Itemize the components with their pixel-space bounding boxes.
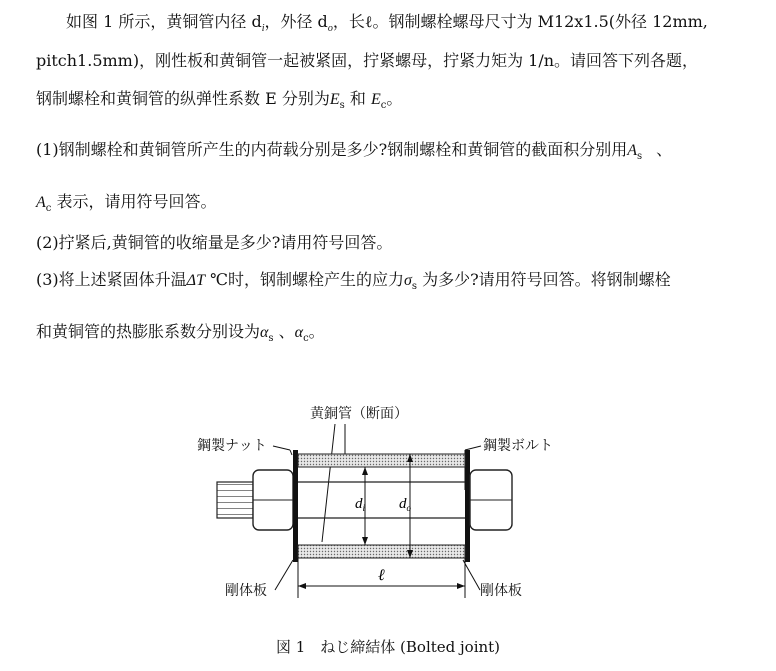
rigid-plate-right xyxy=(465,450,470,562)
leader-tube-1 xyxy=(322,424,335,542)
label-steel-bolt: 鋼製ボルト xyxy=(483,438,553,454)
brass-tube-bottom-wall xyxy=(298,545,465,558)
problem-line-1: 如图 1 所示，黄铜管内径 $d_i$，外径 $d_o$，长ℓ。钢制螺栓螺母尺寸为 M12x1.5(外径 12mm, xyxy=(66,12,708,35)
label-steel-nut: 鋼製ナット xyxy=(197,438,267,454)
leader-plate-left xyxy=(275,560,293,590)
dim-label-length: ℓ xyxy=(378,567,385,584)
label-rigid-plate-right: 剛体板 xyxy=(480,583,522,599)
arrow-length-left xyxy=(298,583,306,589)
leader-nut xyxy=(273,446,290,450)
problem-line-2: pitch1.5mm)，刚性板和黄铜管一起被紧固，拧紧螺母，拧紧力矩为 1/n。请回答下列各题， xyxy=(36,51,699,70)
arrow-di-top xyxy=(362,467,368,475)
bolted-joint-figure xyxy=(195,400,595,615)
problem-line-3: 钢制螺栓和黄铜管的纵弹性系数 E 分别为$E_s$ 和 $E_c$。 xyxy=(36,89,403,112)
label-rigid-plate-left: 剛体板 xyxy=(225,583,267,599)
figure-caption: 図 1 ねじ締結体 (Bolted joint) xyxy=(275,638,501,656)
question-3-line-2: 和黄铜管的热膨胀系数分别设为$\alpha_s$ 、$\alpha_c$。 xyxy=(36,322,325,345)
leader-bolt xyxy=(465,446,481,450)
question-1-line-2: $A_c$ 表示，请用符号回答。 xyxy=(36,192,217,215)
question-3-line-1: (3)将上述紧固体升温ΔT ℃时，钢制螺栓产生的应力$\sigma_s$ 为多少?请用符号回答。将钢制螺栓 xyxy=(36,270,671,293)
bolt-thread-left xyxy=(217,482,253,518)
dim-label-do: $d_o$ xyxy=(399,496,411,513)
arrow-length-right xyxy=(457,583,465,589)
brass-tube-top-wall xyxy=(298,454,465,467)
question-1-line-1: (1)钢制螺栓和黄铜管所产生的内荷载分别是多少?钢制螺栓和黄铜管的截面积分别用$A_s$ 、 xyxy=(36,140,673,163)
rigid-plate-left xyxy=(293,450,298,562)
label-brass-tube: 黄銅管（断面） xyxy=(310,406,408,422)
leader-nut-end xyxy=(290,450,292,455)
question-2: (2)拧紧后,黄铜管的收缩量是多少?请用符号回答。 xyxy=(36,233,393,252)
arrow-di-bottom xyxy=(362,537,368,545)
dim-label-di: $d_i$ xyxy=(355,496,366,513)
leader-plate-right xyxy=(463,560,480,590)
